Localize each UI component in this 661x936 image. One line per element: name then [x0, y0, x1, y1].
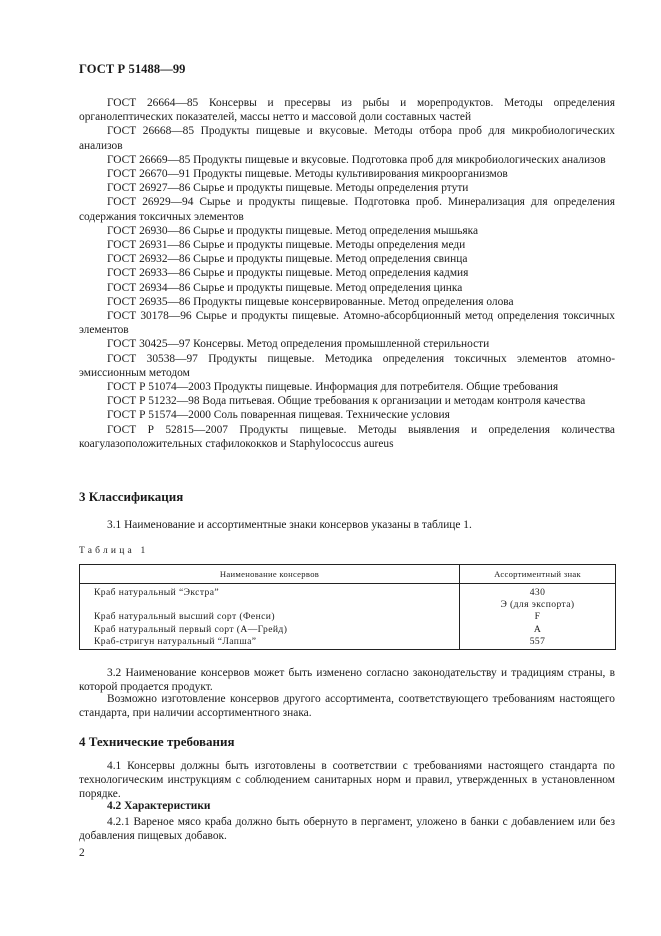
reference-item: ГОСТ 26668—85 Продукты пищевые и вкусовые. Методы отбора проб для микробиологических анализов — [79, 125, 615, 152]
reference-item: ГОСТ 30425—97 Консервы. Метод определения промышленной стерильности — [107, 338, 490, 351]
reference-item: ГОСТ Р 51074—2003 Продукты пищевые. Информация для потребителя. Общие требования — [107, 381, 559, 394]
column-header-sign: Ассортиментный знак — [460, 565, 616, 584]
document-code-header: ГОСТ Р 51488—99 — [79, 62, 186, 76]
section-4-title: 4 Технические требования — [79, 734, 235, 749]
table-row — [80, 599, 616, 611]
assortment-table — [79, 564, 616, 650]
reference-item: ГОСТ 26932—86 Сырье и продукты пищевые. Метод определения свинца — [107, 253, 468, 266]
reference-item: ГОСТ 26933—86 Сырье и продукты пищевые. Метод определения кадмия — [107, 267, 469, 280]
reference-item: ГОСТ 26669—85 Продукты пищевые и вкусовые. Подготовка проб для микробиологических анализов — [107, 153, 606, 166]
paragraph-4-2-1: 4.2.1 Вареное мясо краба должно быть обернуто в пергамент, уложено в банки с добавлением или без добавления пищевых добавок. — [79, 816, 615, 843]
table-cell-name: Краб натуральный первый сорт (А—Грейд) — [80, 624, 460, 636]
table-caption: Таблица 1 — [79, 546, 149, 556]
reference-item: ГОСТ 26931—86 Сырье и продукты пищевые. Методы определения меди — [107, 239, 466, 252]
table-cell-sign: 557 — [460, 636, 616, 650]
table-row — [80, 624, 616, 636]
table-cell-name: Краб натуральный высший сорт (Фенси) — [80, 611, 460, 623]
column-header-name: Наименование консервов — [80, 565, 460, 584]
reference-item: ГОСТ 26670—91 Продукты пищевые. Методы культивирования микроорганизмов — [107, 168, 508, 181]
reference-item: ГОСТ Р 51232—98 Вода питьевая. Общие требования к организации и методам контроля качества — [107, 395, 586, 408]
reference-item: ГОСТ 26935—86 Продукты пищевые консервированные. Метод определения олова — [107, 295, 514, 308]
table-row — [80, 636, 616, 650]
subsection-4-2-title: 4.2 Характеристики — [107, 800, 211, 812]
reference-item: ГОСТ 26927—86 Сырье и продукты пищевые. Методы определения ртути — [107, 182, 469, 195]
table-cell-name: Краб-стригун натуральный “Лапша” — [80, 636, 460, 650]
reference-item: ГОСТ Р 51574—2000 Соль поваренная пищевая. Технические условия — [107, 409, 450, 422]
normative-references-list — [79, 96, 615, 451]
table-cell-sign: A — [460, 624, 616, 636]
table-cell-name: Краб натуральный “Экстра” — [80, 584, 460, 600]
page-number: 2 — [79, 847, 85, 859]
reference-item: ГОСТ Р 52815—2007 Продукты пищевые. Методы выявления и определения количества коагулазоположительных стафилококков и Staphylococcus aureus — [79, 423, 615, 450]
paragraph-3-2: 3.2 Наименование консервов может быть изменено согласно законодательству и традициям страны, в которой продается продукт. — [79, 667, 615, 694]
table-cell-sign: F — [460, 611, 616, 623]
table-cell-name — [80, 599, 460, 611]
paragraph-3-2-continued: Возможно изготовление консервов другого ассортимента, соответствующего требованиям настоящего стандарта, при наличии ассортиментного знака. — [79, 693, 615, 720]
reference-item: ГОСТ 26934—86 Сырье и продукты пищевые. Метод определения цинка — [107, 281, 463, 294]
reference-item: ГОСТ 30178—96 Сырье и продукты пищевые. Атомно-абсорбционный метод определения токсичных элементов — [79, 310, 615, 337]
section-3-title: 3 Классификация — [79, 489, 184, 504]
table-row — [80, 584, 616, 600]
reference-item: ГОСТ 30538—97 Продукты пищевые. Методика определения токсичных элементов атомно-эмиссионным методом — [79, 352, 615, 379]
paragraph-3-1: 3.1 Наименование и ассортиментные знаки консервов указаны в таблице 1. — [107, 519, 472, 531]
table-cell-sign: 430 — [460, 584, 616, 600]
table-header-row — [80, 565, 616, 584]
table-cell-sign: Э (для экспорта) — [460, 599, 616, 611]
table-row — [80, 611, 616, 623]
reference-item: ГОСТ 26664—85 Консервы и пресервы из рыбы и морепродуктов. Методы определения органолептических показателей, массы нетто и массовой доли составных частей — [79, 97, 615, 124]
paragraph-4-1: 4.1 Консервы должны быть изготовлены в соответствии с требованиями настоящего стандарта по технологическим инструкциям с соблюдением санитарных норм и правил, утвержденных в установленном порядке. — [79, 760, 615, 801]
reference-item: ГОСТ 26929—94 Сырье и продукты пищевые. Подготовка проб. Минерализация для определения содержания токсичных элементов — [79, 196, 615, 223]
reference-item: ГОСТ 26930—86 Сырье и продукты пищевые. Метод определения мышьяка — [107, 224, 479, 237]
